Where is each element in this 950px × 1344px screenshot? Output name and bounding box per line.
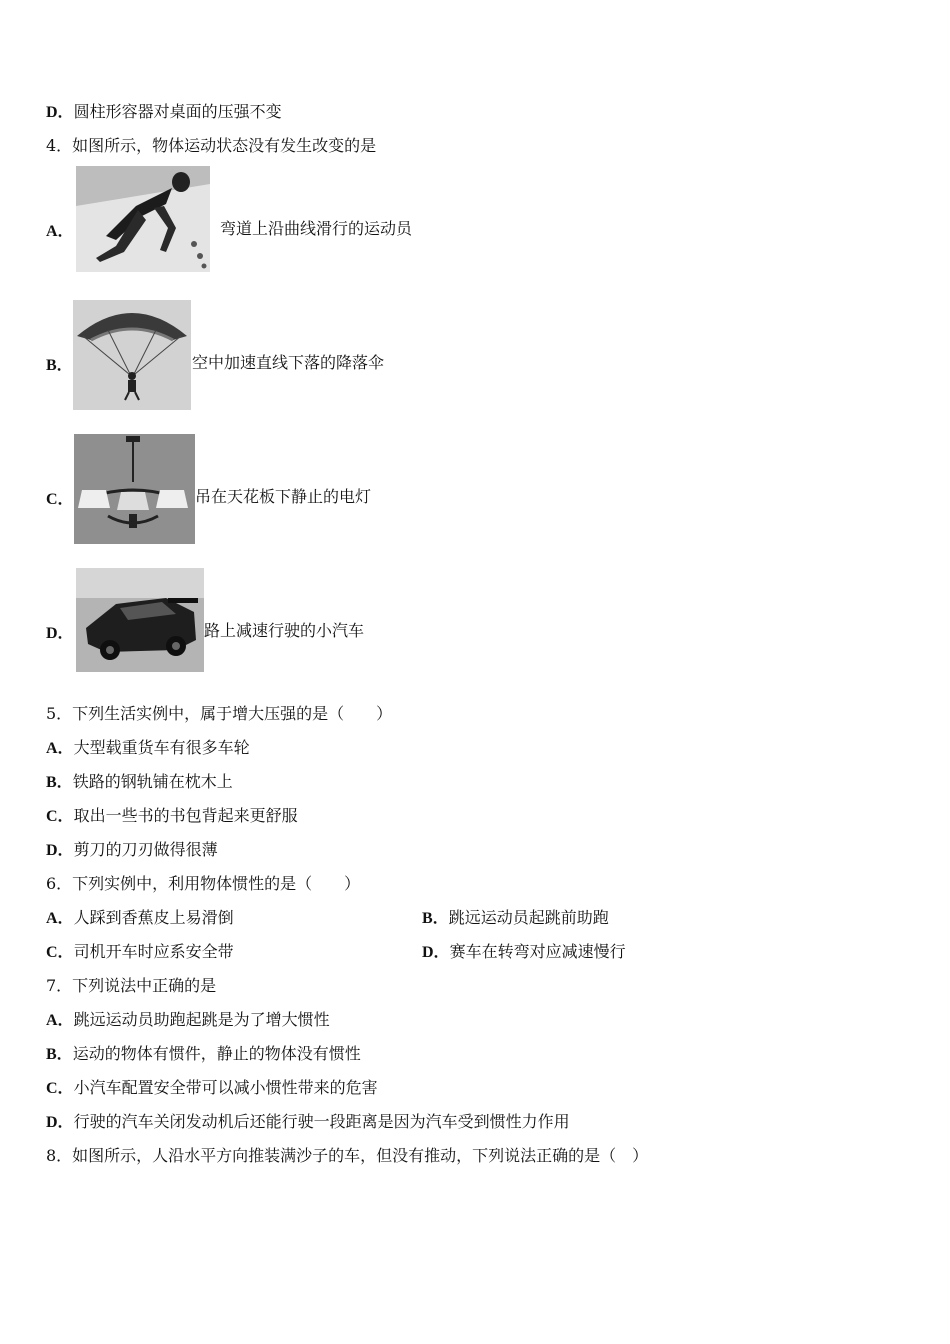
question-8-stem: 8．如图所示，人沿水平方向推装满沙子的车，但没有推动，下列说法正确的是（ ） (46, 1146, 649, 1165)
option-label: B． (46, 357, 73, 374)
option-label: A． (46, 1012, 74, 1029)
question-5-stem: 5．下列生活实例中，属于增大压强的是（ ） (46, 704, 393, 723)
q5-option-a (46, 737, 250, 760)
q3-option-d (46, 101, 282, 124)
option-label: C． (46, 491, 74, 508)
option-text: 吊在天花板下静止的电灯 (195, 487, 372, 506)
option-label: A． (46, 740, 74, 757)
option-label: D． (46, 625, 74, 642)
option-text: 弯道上沿曲线滑行的运动员 (220, 219, 413, 238)
chandelier-image (74, 434, 195, 544)
q4-option-b (46, 300, 546, 410)
parachute-image (73, 300, 191, 410)
q5-option-d (46, 839, 218, 862)
option-text: 跳远运动员起跳前助跑 (448, 908, 609, 927)
sports-car-image (76, 568, 204, 672)
q6-option-a (46, 908, 234, 927)
option-text: 跳远运动员助跑起跳是为了增大惯性 (73, 1010, 330, 1029)
option-label: A． (46, 223, 74, 240)
option-text: 赛车在转弯对应减速慢行 (449, 942, 626, 961)
q4-option-c (46, 434, 546, 544)
question-7-stem: 7．下列说法中正确的是 (46, 976, 217, 995)
option-text: 铁路的钢轨铺在枕木上 (72, 772, 233, 791)
q6-option-c (46, 942, 234, 961)
option-text: 圆柱形容器对桌面的压强不变 (73, 102, 282, 121)
question-6-stem: 6．下列实例中，利用物体惯性的是（ ） (46, 874, 361, 893)
option-label: C． (46, 808, 74, 825)
option-label: B． (422, 910, 449, 927)
option-label: D． (46, 104, 74, 121)
option-text: 取出一些书的书包背起来更舒服 (73, 806, 298, 825)
q6-options-row-1 (46, 907, 906, 930)
option-label: B． (46, 774, 73, 791)
option-text: 小汽车配置安全带可以减小惯性带来的危害 (73, 1078, 378, 1097)
q5-option-b (46, 771, 233, 794)
option-text: 行驶的汽车关闭发动机后还能行驶一段距离是因为汽车受到惯性力作用 (73, 1112, 570, 1131)
q4-option-a (46, 166, 546, 276)
option-text: 司机开车时应系安全带 (73, 942, 234, 961)
option-text: 大型载重货车有很多车轮 (73, 738, 250, 757)
q6-option-d (422, 941, 626, 964)
q7-option-a (46, 1009, 330, 1032)
q4-option-d (46, 568, 546, 678)
q7-option-c (46, 1077, 378, 1100)
speed-skater-image (76, 166, 210, 272)
q7-option-b (46, 1043, 361, 1066)
option-text: 运动的物体有惯件，静止的物体没有惯性 (72, 1044, 361, 1063)
option-label: B． (46, 1046, 73, 1063)
option-text: 人踩到香蕉皮上易滑倒 (73, 908, 234, 927)
option-text: 空中加速直线下落的降落伞 (192, 353, 385, 372)
option-label: D． (46, 1114, 74, 1131)
option-label: D． (422, 944, 450, 961)
option-label: C． (46, 1080, 74, 1097)
q5-option-c (46, 805, 298, 828)
option-text: 路上减速行驶的小汽车 (204, 621, 365, 640)
option-label: A． (46, 910, 74, 927)
option-label: C． (46, 944, 74, 961)
q6-options-row-2 (46, 941, 906, 964)
q7-option-d (46, 1111, 570, 1134)
option-text: 剪刀的刀刃做得很薄 (73, 840, 218, 859)
q6-option-b (422, 907, 609, 930)
question-4-stem: 4．如图所示，物体运动状态没有发生改变的是 (46, 136, 377, 155)
option-label: D． (46, 842, 74, 859)
